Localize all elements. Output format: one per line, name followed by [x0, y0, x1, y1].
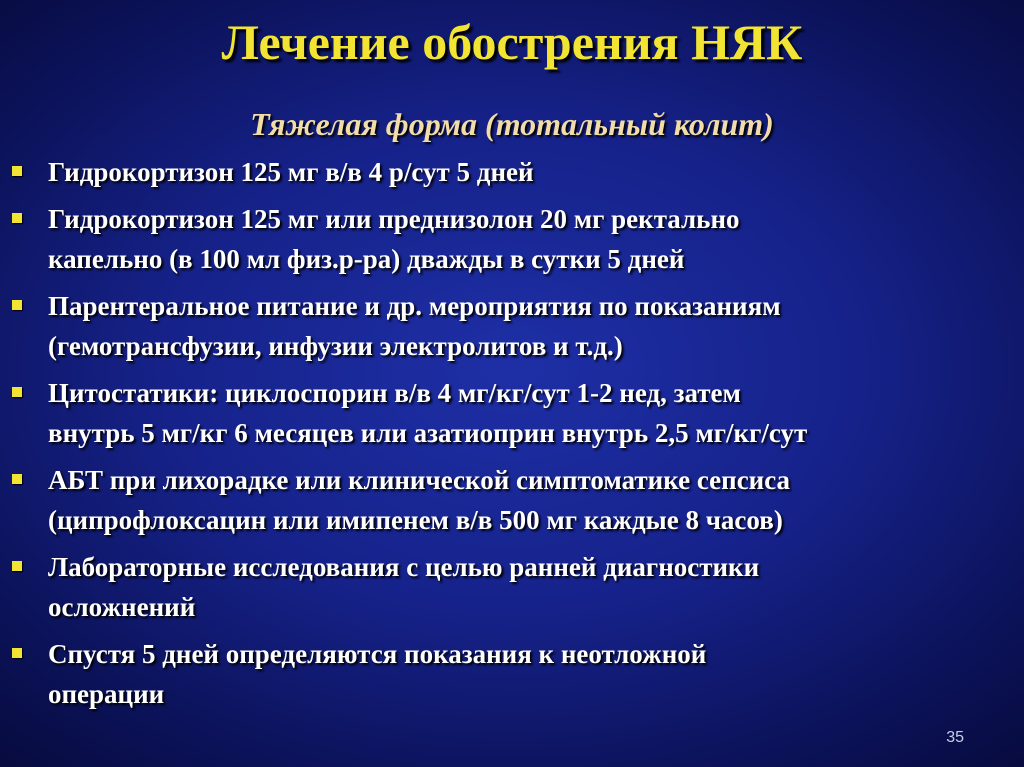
square-bullet-icon [12, 166, 22, 176]
square-bullet-icon [12, 387, 22, 397]
square-bullet-icon [12, 300, 22, 310]
bullet-line: АБТ при лихорадке или клинической симптоматике сепсиса [48, 465, 791, 495]
bullet-line: внутрь 5 мг/кг 6 месяцев или азатиоприн внутрь 2,5 мг/кг/сут [48, 418, 808, 448]
page-number: 35 [946, 729, 964, 746]
bullet-line: Лабораторные исследования с целью ранней диагностики [48, 552, 760, 582]
bullet-line: (ципрофлоксацин или имипенем в/в 500 мг каждые 8 часов) [48, 505, 783, 535]
bullet-line: операции [48, 679, 165, 709]
square-bullet-icon [12, 648, 22, 658]
bullet-line: Цитостатики: циклоспорин в/в 4 мг/кг/сут 1-2 нед, затем [48, 378, 741, 408]
bullet-list [12, 152, 1012, 721]
bullet-item [12, 152, 1012, 192]
bullet-line: (гемотрансфузии, инфузии электролитов и т.д.) [48, 331, 623, 361]
bullet-line: капельно (в 100 мл физ.р-ра) дважды в сутки 5 дней [48, 244, 685, 274]
bullet-item [12, 373, 1012, 453]
bullet-line: Спустя 5 дней определяются показания к неотложной [48, 639, 707, 669]
bullet-item [12, 199, 1012, 279]
bullet-item [12, 286, 1012, 366]
square-bullet-icon [12, 474, 22, 484]
bullet-line: Гидрокортизон 125 мг в/в 4 р/сут 5 дней [48, 157, 534, 187]
bullet-line: осложнений [48, 592, 196, 622]
square-bullet-icon [12, 561, 22, 571]
slide-title: Лечение обострения НЯК [221, 14, 803, 70]
square-bullet-icon [12, 213, 22, 223]
bullet-item [12, 547, 1012, 627]
bullet-item [12, 460, 1012, 540]
bullet-line: Парентеральное питание и др. мероприятия по показаниям [48, 291, 781, 321]
slide-subtitle: Тяжелая форма (тотальный колит) [250, 106, 774, 142]
bullet-line: Гидрокортизон 125 мг или преднизолон 20 мг ректально [48, 204, 740, 234]
bullet-item [12, 634, 1012, 714]
